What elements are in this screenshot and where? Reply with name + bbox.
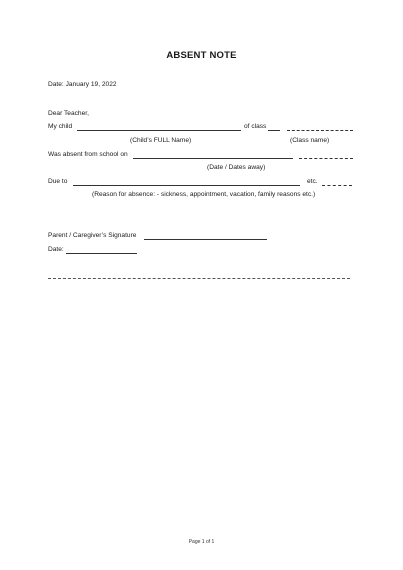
class-name-blank[interactable] [287,130,353,131]
absent-date-blank[interactable] [133,158,293,159]
document-title: ABSENT NOTE [166,50,237,61]
sign-date-label: Date: [48,246,64,253]
cut-line-divider [48,278,350,279]
of-class-label: of class [244,123,267,130]
signature-blank[interactable] [144,239,267,240]
page-footer: Page 1 of 1 [188,539,215,545]
date-line: Date: January 19, 2022 [48,81,117,88]
reason-caption: (Reason for absence: - sickness, appointment, vacation, family reasons etc.) [92,191,316,198]
due-to-label: Due to [48,178,68,185]
child-name-blank[interactable] [77,130,241,131]
signature-label: Parent / Caregiver’s Signature [48,232,137,239]
salutation: Dear Teacher, [48,110,89,117]
reason-blank[interactable] [73,185,300,186]
class-blank-short[interactable] [268,130,280,131]
sign-date-blank[interactable] [66,253,137,254]
absent-date-extra-blank[interactable] [299,158,353,159]
absent-label: Was absent from school on [48,151,128,158]
childs-name-caption: (Child’s FULL Name) [130,137,192,144]
class-name-caption: (Class name) [290,137,330,144]
reason-extra-blank[interactable] [322,185,352,186]
date-caption: (Date / Dates away) [207,164,266,171]
my-child-label: My child [48,123,73,130]
etc-label: etc. [307,178,318,185]
